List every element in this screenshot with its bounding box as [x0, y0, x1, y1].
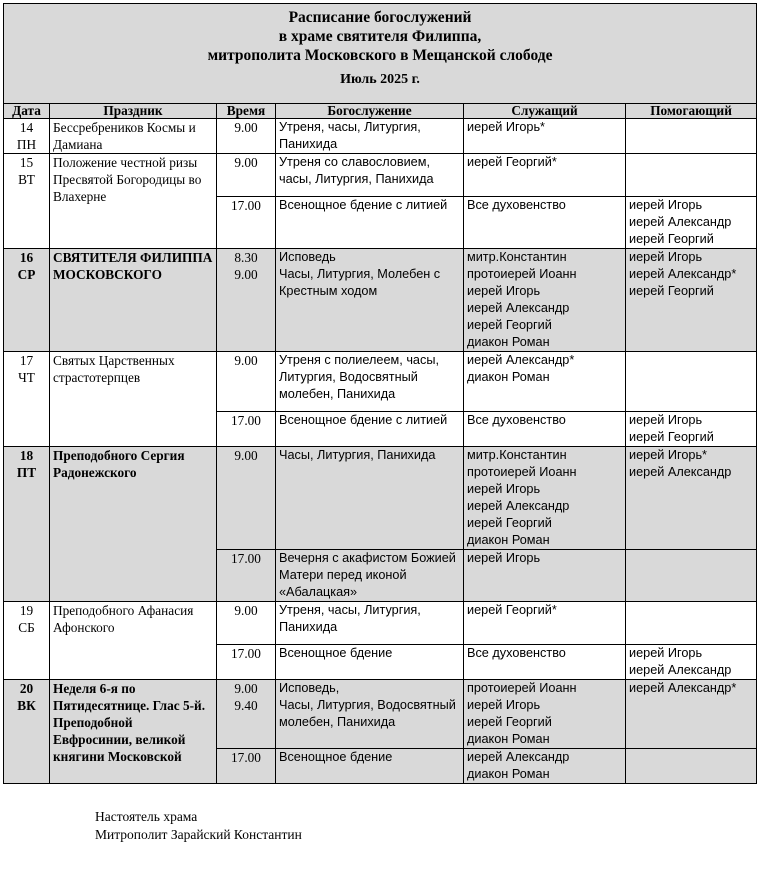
day-number: 17 — [19, 353, 34, 368]
assistants-cell — [626, 412, 757, 447]
time-cell — [217, 447, 276, 550]
celebrant-name: диакон Роман — [467, 732, 550, 746]
weekday: ВТ — [18, 172, 35, 187]
assistants-cell — [626, 550, 757, 602]
schedule-body — [4, 119, 757, 784]
celebrant-name: диакон Роман — [467, 335, 550, 349]
celebrants-cell — [464, 154, 626, 197]
schedule-row — [4, 154, 757, 197]
service-time: 9.00 — [234, 681, 258, 696]
signature-block — [95, 808, 302, 844]
celebrant-name: иерей Георгий — [467, 516, 552, 530]
assistants-cell — [626, 447, 757, 550]
assistant-name: иерей Игорь* — [629, 448, 707, 462]
celebrant-name: митр.Константин — [467, 448, 567, 462]
celebrant-name: протоиерей Иоанн — [467, 267, 577, 281]
assistant-name: иерей Георгий — [629, 430, 714, 444]
weekday: СБ — [18, 620, 35, 635]
feast-cell: СВЯТИТЕЛЯ ФИЛИППА МОСКОВСКОГО — [50, 249, 217, 352]
service-description: Утреня со славословием, часы, Литургия, Панихида — [279, 155, 434, 186]
schedule-row — [4, 680, 757, 749]
service-description: Всенощное бдение с литией — [279, 413, 448, 427]
assistant-name: иерей Александр* — [629, 267, 737, 281]
service-time: 9.00 — [234, 353, 258, 368]
time-cell — [217, 352, 276, 412]
time-cell — [217, 749, 276, 784]
time-cell — [217, 197, 276, 249]
date-cell — [4, 154, 50, 249]
time-cell — [217, 645, 276, 680]
spacer — [279, 188, 460, 196]
date-cell — [4, 119, 50, 154]
service-time: 8.30 — [234, 250, 258, 265]
celebrant-name: иерей Александр — [467, 750, 570, 764]
time-cell — [217, 119, 276, 154]
title-line-2: в храме святителя Филиппа, — [278, 28, 482, 45]
date-cell — [4, 249, 50, 352]
spacer — [279, 464, 460, 472]
service-time: 9.00 — [234, 120, 258, 135]
assistant-name: иерей Александр — [629, 215, 732, 229]
celebrant-name: митр.Константин — [467, 250, 567, 264]
time-cell — [217, 550, 276, 602]
service-description: Утреня с полиелеем, часы, Литургия, Водосвятный молебен, Панихида — [279, 353, 439, 401]
service-time: 17.00 — [231, 413, 261, 428]
assistant-name: иерей Александр — [629, 663, 732, 677]
footer-rector-name: Митрополит Зарайский Константин — [95, 827, 302, 842]
assistant-name: иерей Игорь — [629, 646, 703, 660]
service-description: Всенощное бдение — [279, 750, 393, 764]
title-line-3: митрополита Московского в Мещанской слободе — [207, 47, 553, 64]
assistants-cell — [626, 749, 757, 784]
celebrants-cell — [464, 602, 626, 645]
day-number: 15 — [19, 155, 34, 170]
celebrant-name: Все духовенство — [467, 198, 566, 212]
celebrants-cell — [464, 197, 626, 249]
schedule-table — [3, 3, 757, 784]
header-time: Время — [217, 104, 276, 119]
assistants-cell — [626, 645, 757, 680]
service-description: Исповедь, Часы, Литургия, Водосвятный молебен, Панихида — [279, 681, 456, 729]
assistants-cell — [626, 197, 757, 249]
service-description: Вечерня с акафистом Божией Матери перед иконой «Абалацкая» — [279, 551, 456, 599]
feast-cell: Преподобного Сергия Радонежского — [50, 447, 217, 602]
schedule-row — [4, 352, 757, 412]
time-cell — [217, 680, 276, 749]
service-time: 9.00 — [234, 155, 258, 170]
celebrants-cell — [464, 749, 626, 784]
celebrants-cell — [464, 447, 626, 550]
celebrant-name: иерей Александр* — [467, 353, 575, 367]
service-time: 9.00 — [234, 603, 258, 618]
day-number: 18 — [19, 448, 34, 463]
day-number: 16 — [19, 250, 34, 265]
service-cell — [276, 680, 464, 749]
spacer — [279, 636, 460, 644]
celebrants-cell — [464, 249, 626, 352]
day-number: 14 — [19, 120, 34, 135]
service-time: 17.00 — [231, 551, 261, 566]
service-cell — [276, 602, 464, 645]
service-time: 9.00 — [234, 448, 258, 463]
assistant-name: иерей Игорь — [629, 413, 703, 427]
assistant-name: иерей Георгий — [629, 284, 714, 298]
celebrant-name: иерей Игорь* — [467, 120, 545, 134]
date-cell — [4, 352, 50, 447]
header-date: Дата — [4, 104, 50, 119]
celebrants-cell — [464, 412, 626, 447]
celebrants-cell — [464, 645, 626, 680]
assistants-cell — [626, 119, 757, 154]
assistant-name: иерей Александр — [629, 465, 732, 479]
celebrant-name: иерей Александр — [467, 499, 570, 513]
schedule-row — [4, 249, 757, 352]
schedule-row — [4, 119, 757, 154]
service-cell — [276, 154, 464, 197]
celebrants-cell — [464, 680, 626, 749]
header-service: Богослужение — [276, 104, 464, 119]
service-cell — [276, 550, 464, 602]
celebrant-name: протоиерей Иоанн — [467, 465, 577, 479]
time-cell — [217, 602, 276, 645]
time-cell — [217, 412, 276, 447]
weekday: ПТ — [16, 465, 37, 480]
weekday: ЧТ — [18, 370, 35, 385]
column-headers — [4, 104, 757, 119]
service-description: Всенощное бдение с литией — [279, 198, 448, 212]
assistants-cell — [626, 249, 757, 352]
date-cell — [4, 602, 50, 680]
celebrant-name: иерей Александр — [467, 301, 570, 315]
celebrant-name: Все духовенство — [467, 413, 566, 427]
service-time: 17.00 — [231, 750, 261, 765]
day-number: 20 — [19, 681, 34, 696]
assistant-name: иерей Игорь — [629, 198, 703, 212]
schedule-row — [4, 447, 757, 550]
schedule-title — [4, 4, 757, 104]
header-assistants: Помогающий — [626, 104, 757, 119]
assistants-cell — [626, 680, 757, 749]
feast-cell: Святых Царственных страстотерпцев — [50, 352, 217, 447]
celebrant-name: иерей Игорь — [467, 698, 541, 712]
service-cell — [276, 749, 464, 784]
service-cell — [276, 197, 464, 249]
title-line-1: Расписание богослужений — [288, 9, 472, 26]
service-description: Утреня, часы, Литургия, Панихида — [279, 603, 421, 634]
time-cell — [217, 249, 276, 352]
assistant-name: иерей Игорь — [629, 250, 703, 264]
celebrant-name: иерей Игорь — [467, 482, 541, 496]
service-cell — [276, 412, 464, 447]
celebrants-cell — [464, 550, 626, 602]
weekday: СР — [17, 267, 36, 282]
month-label: Июль 2025 г. — [340, 72, 420, 87]
service-description: Исповедь Часы, Литургия, Молебен с Крестным ходом — [279, 250, 441, 298]
service-time: 17.00 — [231, 646, 261, 661]
celebrants-cell — [464, 119, 626, 154]
header-celebrants: Служащий — [464, 104, 626, 119]
service-description: Всенощное бдение — [279, 646, 393, 660]
assistants-cell — [626, 352, 757, 412]
service-cell — [276, 119, 464, 154]
celebrants-cell — [464, 352, 626, 412]
header-feast: Праздник — [50, 104, 217, 119]
service-description: Часы, Литургия, Панихида — [279, 448, 436, 462]
feast-cell: Положение честной ризы Пресвятой Богородицы во Влахерне — [50, 154, 217, 249]
celebrant-name: протоиерей Иоанн — [467, 681, 577, 695]
date-cell — [4, 680, 50, 784]
celebrant-name: иерей Игорь — [467, 284, 541, 298]
celebrant-name: иерей Игорь — [467, 551, 541, 565]
feast-cell: Преподобного Афанасия Афонского — [50, 602, 217, 680]
service-cell — [276, 645, 464, 680]
celebrant-name: диакон Роман — [467, 533, 550, 547]
feast-cell: Бессребреников Космы и Дамиана — [50, 119, 217, 154]
service-cell — [276, 249, 464, 352]
celebrant-name: иерей Георгий* — [467, 155, 557, 169]
schedule-row — [4, 602, 757, 645]
time-cell — [217, 154, 276, 197]
weekday: ПН — [16, 137, 37, 152]
service-time: 17.00 — [231, 198, 261, 213]
celebrant-name: диакон Роман — [467, 767, 550, 781]
assistant-name: иерей Георгий — [629, 232, 714, 246]
day-number: 19 — [19, 603, 34, 618]
service-cell — [276, 447, 464, 550]
service-cell — [276, 352, 464, 412]
service-time: 9.00 — [234, 267, 258, 282]
celebrant-name: иерей Георгий — [467, 318, 552, 332]
date-cell — [4, 447, 50, 602]
celebrant-name: Все духовенство — [467, 646, 566, 660]
spacer — [279, 731, 460, 739]
celebrant-name: иерей Георгий* — [467, 603, 557, 617]
assistant-name: иерей Александр* — [629, 681, 737, 695]
celebrant-name: иерей Георгий — [467, 715, 552, 729]
service-time: 9.40 — [234, 698, 258, 713]
spacer — [279, 403, 460, 411]
service-description: Утреня, часы, Литургия, Панихида — [279, 120, 421, 151]
celebrant-name: диакон Роман — [467, 370, 550, 384]
feast-cell: Неделя 6-я по Пятидесятнице. Глас 5-й. Преподобной Евфросинии, великой княгини Московской — [50, 680, 217, 784]
weekday: ВК — [17, 698, 36, 713]
footer-rector-label: Настоятель храма — [95, 809, 198, 824]
assistants-cell — [626, 154, 757, 197]
assistants-cell — [626, 602, 757, 645]
